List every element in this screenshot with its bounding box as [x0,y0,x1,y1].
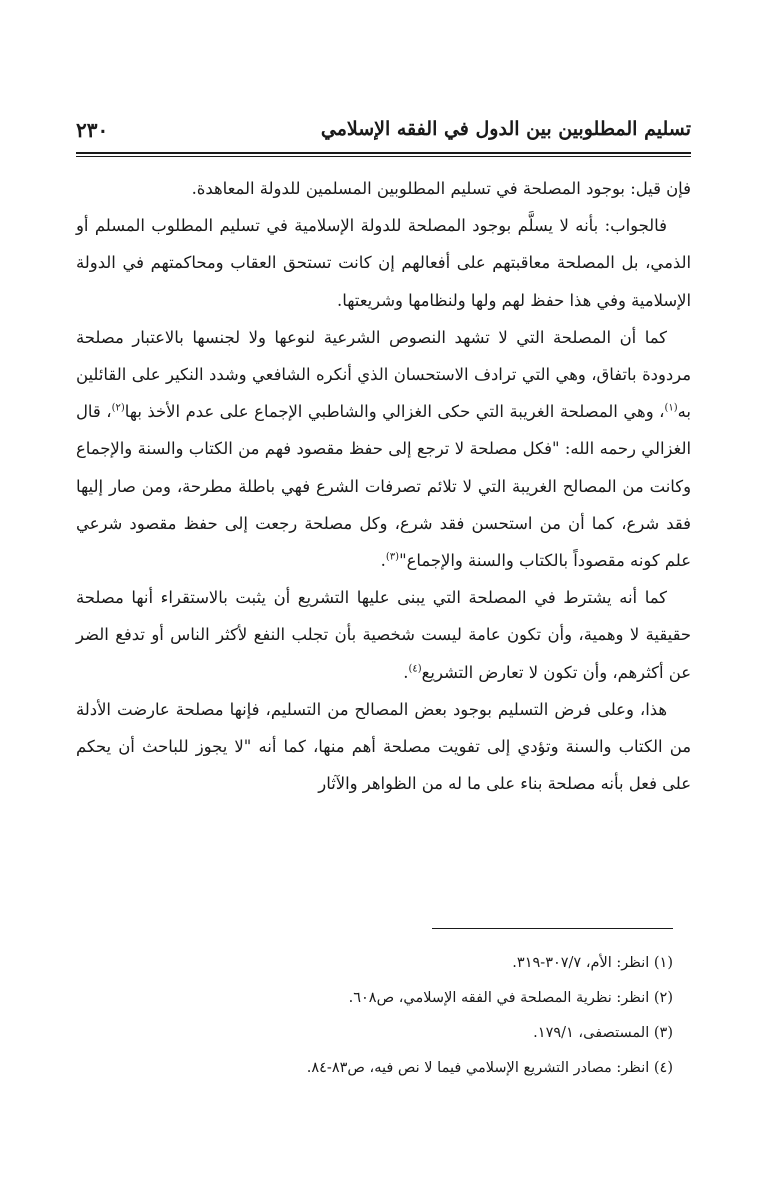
header-rule [76,152,691,157]
footnote-ref: (٣) [385,551,400,563]
page-number: ٢٣٠ [76,118,109,142]
footnote-separator [432,928,673,929]
footnote-ref: (١) [664,402,678,414]
paragraph-answer: فالجواب: بأنه لا يسلَّم بوجود المصلحة للدولة الإسلامية في تسليم المطلوب المسلم أو الذمي، بل المصلحة معاقبتهم على أفعالهم إن كانت تستحق العقاب ومحاكمتهم في الدولة الإسلامية وفي هذا حفظ لهم ولها ولنظامها وشريعتها. [76,216,691,310]
running-title: تسليم المطلوبين بين الدول في الفقه الإسلامي [320,118,691,140]
footnote-ref: (٢) [111,402,125,414]
main-text [76,170,691,802]
footnote-ref: (٤) [408,663,422,675]
footnote: (٢) انظر: نظرية المصلحة في الفقه الإسلامي، ص٦٠٨. [348,990,673,1006]
footnotes [76,946,673,1086]
footnote: (٤) انظر: مصادر التشريع الإسلامي فيما لا نص فيه، ص٨٣-٨٤. [306,1060,673,1076]
footnote: (٣) المستصفى، ١٧٩/١. [533,1025,673,1041]
paragraph-maslaha: كما أن المصلحة التي لا تشهد النصوص الشرعية لنوعها ولا لجنسها بالاعتبار مصلحة مردودة باتفاق، وهي التي ترادف الاستحسان الذي أنكره الشافعي وشدد النكير على القائلين به$^{(١)}$، وهي المصلحة الغريبة التي حكى الغزالي والشاطبي الإجماع على عدم الأخذ بها$^{(٢)}$، قال الغزالي رحمه الله: "فكل مصلحة لا ترجع إلى حفظ مقصود فهم من الكتاب والسنة والإجماع وكانت من المصالح الغريبة التي لا تلائم تصرفات الشرع فهي باطلة مطرحة، ومن صار إليها فقد شرع، كما أن من استحسن فقد شرع، وكل مصلحة رجعت إلى حفظ مقصود شرعي علم كونه مقصوداً بالكتاب والسنة والإجماع"$^{(٣)}$. [76,327,691,571]
paragraph-conclusion: هذا، وعلى فرض التسليم بوجود بعض المصالح من التسليم، فإنها مصلحة عارضت الأدلة من الكتاب والسنة وتؤدي إلى تفويت مصلحة أهم منها، كما أنه "لا يجوز للباحث أن يحكم على فعل بأنه مصلحة بناء على ما له من الظواهر والآثار [76,699,691,794]
footnote: (١) انظر: الأم، ٣٠٧/٧-٣١٩. [512,955,673,971]
paragraph-conditions: كما أنه يشترط في المصلحة التي يبنى عليها التشريع أن يثبت بالاستقراء أنها مصلحة حقيقية لا وهمية، وأن تكون عامة ليست شخصية بأن تجلب النفع لأكثر الناس أو تدفع الضر عن أكثرهم، وأن تكون لا تعارض التشريع$^{(٤)}$. [76,588,691,682]
paragraph-objection: فإن قيل: بوجود المصلحة في تسليم المطلوبين المسلمين للدولة المعاهدة. [191,179,691,198]
running-header [76,116,691,152]
